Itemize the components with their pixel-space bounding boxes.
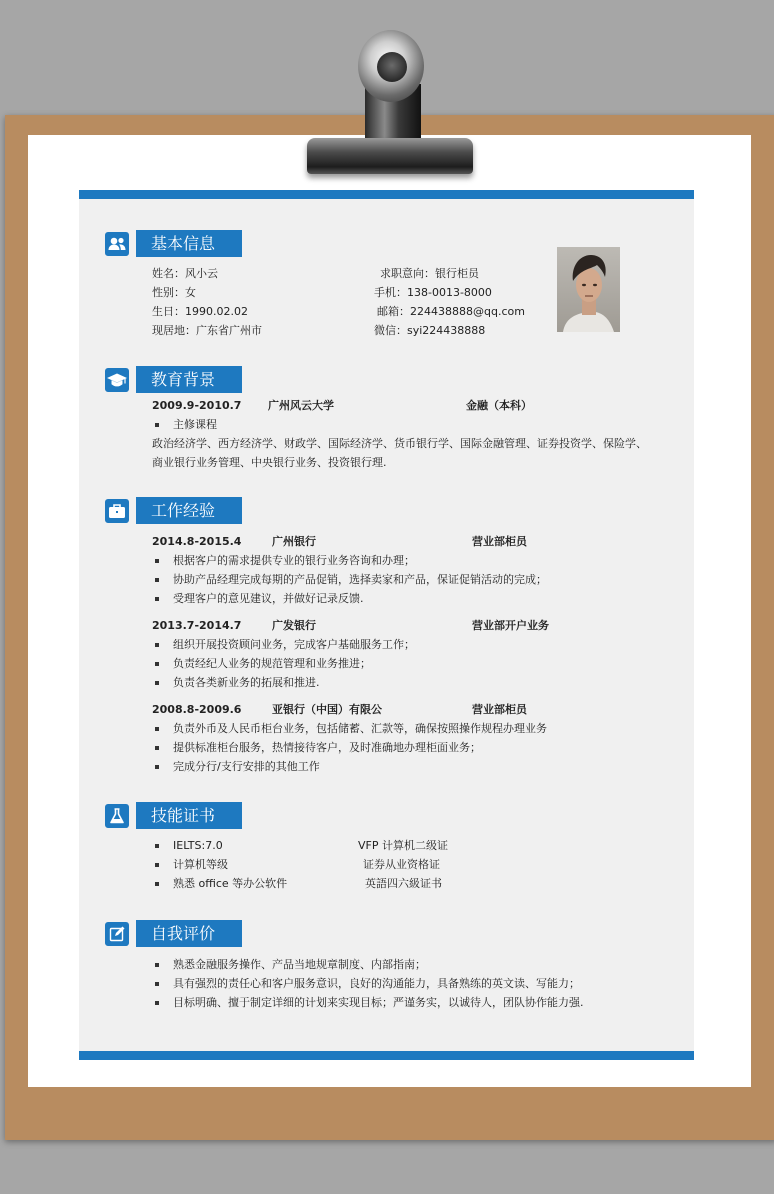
phone-field: 手机：138-0013-8000 — [374, 286, 492, 299]
job-period: 2008.8-2009.6 — [152, 703, 242, 716]
job-duty: 提供标准柜台服务，热情接待客户，及时准确地办理柜面业务； — [173, 741, 481, 754]
self-item: 具有强烈的责任心和客户服务意识，良好的沟通能力，具备熟练的英文读、写能力； — [173, 977, 580, 990]
certificate-item: 英語四六級证书 — [365, 877, 442, 890]
bullet — [155, 982, 159, 986]
job-duty: 负责各类新业务的拓展和推进. — [173, 676, 320, 689]
bullet — [155, 727, 159, 731]
job-period: 2014.8-2015.4 — [152, 535, 242, 548]
section-title: 基本信息 — [136, 230, 242, 257]
self-item: 目标明确、擅于制定详细的计划来实现目标；严谨务实，以诚待人，团队协作能力强. — [173, 996, 584, 1009]
bullet — [155, 597, 159, 601]
bullet — [155, 1001, 159, 1005]
clip-hole — [377, 52, 407, 82]
birthday-field: 生日：1990.02.02 — [152, 305, 248, 318]
self-item: 熟悉金融服务操作、产品当地规章制度、内部指南； — [173, 958, 426, 971]
job-position: 营业部柜员 — [472, 703, 527, 716]
bullet — [155, 681, 159, 685]
clip-body — [307, 138, 473, 174]
job-duty: 负责外币及人民币柜台业务，包括储蓄、汇款等，确保按照操作规程办理业务 — [173, 722, 547, 735]
bullet — [155, 662, 159, 666]
bullet — [155, 423, 159, 427]
bullet — [155, 746, 159, 750]
graduation-cap-icon — [105, 368, 129, 392]
wechat-field: 微信：syi224438888 — [374, 324, 486, 337]
job-duty: 负责经纪人业务的规范管理和业务推进； — [173, 657, 371, 670]
name-field: 姓名：风小云 — [152, 267, 218, 280]
bullet — [155, 643, 159, 647]
job-duty: 协助产品经理完成每期的产品促销，选择卖家和产品，保证促销活动的完成； — [173, 573, 547, 586]
skill-item: 熟悉 office 等办公软件 — [173, 877, 288, 890]
bullet — [155, 765, 159, 769]
bullet — [155, 863, 159, 867]
courses-label: 主修课程 — [173, 418, 217, 431]
bullet — [155, 844, 159, 848]
top-accent-bar — [79, 190, 694, 199]
education-school: 广州风云大学 — [268, 399, 334, 412]
courses-line: 商业银行业务管理、中央银行业务、投资银行理. — [152, 456, 387, 469]
job-company: 广州银行 — [272, 535, 316, 548]
user-group-icon — [105, 232, 129, 256]
section-title: 工作经验 — [136, 497, 242, 524]
edit-icon — [105, 922, 129, 946]
job-duty: 组织开展投资顾问业务，完成客户基础服务工作； — [173, 638, 415, 651]
bullet — [155, 882, 159, 886]
job-duty: 根据客户的需求提供专业的银行业务咨询和办理； — [173, 554, 415, 567]
courses-line: 政治经济学、西方经济学、财政学、国际经济学、货币银行学、国际金融管理、证券投资学、保险学、 — [152, 437, 647, 450]
skill-item: IELTS:7.0 — [173, 839, 223, 852]
bullet — [155, 559, 159, 563]
bottom-accent-bar — [79, 1051, 694, 1060]
briefcase-icon — [105, 499, 129, 523]
job-position: 营业部柜员 — [472, 535, 527, 548]
skill-item: 计算机等级 — [173, 858, 228, 871]
section-title: 教育背景 — [136, 366, 242, 393]
gender-field: 性别：女 — [152, 286, 196, 299]
profile-photo — [557, 247, 620, 332]
job-duty: 完成分行/支行安排的其他工作 — [173, 760, 320, 773]
section-title: 自我评价 — [136, 920, 242, 947]
education-period: 2009.9-2010.7 — [152, 399, 242, 412]
section-title: 技能证书 — [136, 802, 242, 829]
address-field: 现居地：广东省广州市 — [152, 324, 262, 337]
bullet — [155, 578, 159, 582]
flask-icon — [105, 804, 129, 828]
job-period: 2013.7-2014.7 — [152, 619, 242, 632]
education-major: 金融（本科） — [466, 399, 532, 412]
job-company: 广发银行 — [272, 619, 316, 632]
email-field: 邮箱：224438888@qq.com — [377, 305, 525, 318]
job-intent-field: 求职意向：银行柜员 — [380, 267, 479, 280]
job-company: 亚银行（中国）有限公 — [272, 703, 382, 716]
bullet — [155, 963, 159, 967]
job-position: 营业部开户业务 — [472, 619, 549, 632]
certificate-item: 证券从业资格证 — [363, 858, 440, 871]
certificate-item: VFP 计算机二级证 — [358, 839, 448, 852]
job-duty: 受理客户的意见建议，并做好记录反馈. — [173, 592, 364, 605]
